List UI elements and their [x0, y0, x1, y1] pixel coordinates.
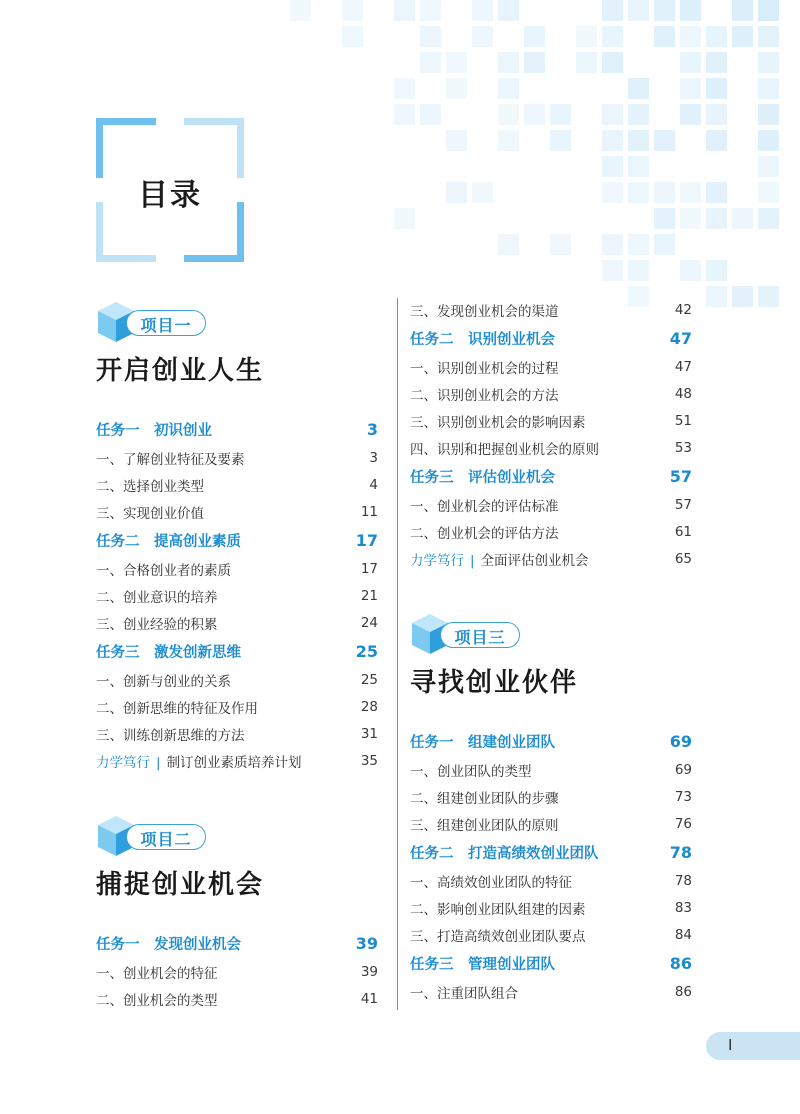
mosaic-square	[680, 0, 701, 21]
right-column	[410, 296, 692, 1005]
item-page: 51	[674, 412, 692, 429]
toc-task-row[interactable]	[410, 837, 692, 867]
toc-item-row[interactable]	[410, 978, 692, 1005]
mosaic-square	[446, 130, 467, 151]
mosaic-square	[628, 260, 649, 281]
task-label: 任务二 打造高绩效创业团队	[410, 845, 599, 862]
toc-task-row[interactable]	[96, 636, 378, 666]
mosaic-square	[472, 182, 493, 203]
left-column	[96, 300, 378, 1012]
practice-separator: |	[470, 552, 475, 569]
mosaic-square	[420, 0, 441, 21]
mosaic-square	[550, 234, 571, 255]
mosaic-square	[732, 26, 753, 47]
mosaic-square	[420, 26, 441, 47]
mosaic-square	[654, 130, 675, 151]
mosaic-square	[654, 26, 675, 47]
item-label: 一、创新与创业的关系	[96, 673, 231, 690]
toc-task-row[interactable]	[410, 726, 692, 756]
item-page: 73	[674, 788, 692, 805]
item-page: 25	[360, 671, 378, 688]
item-label: 三、打造高绩效创业团队要点	[410, 928, 586, 945]
item-label: 二、识别创业机会的方法	[410, 387, 559, 404]
project1-title: 开启创业人生	[96, 356, 265, 386]
task-page: 39	[355, 933, 378, 953]
item-page: 3	[369, 449, 378, 466]
mosaic-square	[732, 208, 753, 229]
mosaic-square	[628, 156, 649, 177]
item-label: 三、实现创业价值	[96, 505, 204, 522]
toc-item-row[interactable]	[96, 555, 378, 582]
item-label: 三、创业经验的积累	[96, 616, 218, 633]
toc-item-row[interactable]	[410, 756, 692, 783]
item-page: 86	[674, 983, 692, 1000]
item-label: 二、创业机会的类型	[96, 992, 218, 1009]
toc-item-row[interactable]	[410, 380, 692, 407]
mosaic-square	[602, 104, 623, 125]
mosaic-square	[758, 52, 779, 73]
mosaic-square	[498, 78, 519, 99]
mosaic-square	[680, 78, 701, 99]
mosaic-square	[446, 52, 467, 73]
project3-title: 寻找创业伙伴	[410, 668, 579, 698]
toc-item-row[interactable]	[96, 444, 378, 471]
mosaic-square	[732, 0, 753, 21]
mosaic-square	[394, 104, 415, 125]
mosaic-square	[654, 0, 675, 21]
item-page: 28	[360, 698, 378, 715]
item-label: 一、识别创业机会的过程	[410, 360, 559, 377]
mosaic-square	[758, 104, 779, 125]
toc-item-row[interactable]	[96, 720, 378, 747]
task-label: 任务一 初识创业	[96, 422, 212, 439]
task-label: 任务二 识别创业机会	[410, 331, 555, 348]
toc-item-row[interactable]	[410, 434, 692, 461]
mosaic-square	[342, 0, 363, 21]
task-label: 任务一 发现创业机会	[96, 936, 241, 953]
mosaic-square	[758, 78, 779, 99]
item-page: 53	[674, 439, 692, 456]
item-page: 69	[674, 761, 692, 778]
mosaic-square	[758, 156, 779, 177]
mosaic-square	[602, 26, 623, 47]
mosaic-square	[394, 0, 415, 21]
mosaic-square	[758, 0, 779, 21]
item-label: 二、选择创业类型	[96, 478, 204, 495]
toc-task-row[interactable]	[96, 525, 378, 555]
item-label: 一、了解创业特征及要素	[96, 451, 245, 468]
item-label: 一、创业机会的特征	[96, 965, 218, 982]
mosaic-square	[446, 182, 467, 203]
mosaic-square	[654, 234, 675, 255]
mosaic-square	[524, 52, 545, 73]
mosaic-square	[758, 26, 779, 47]
page-number: I	[728, 1036, 733, 1054]
mosaic-square	[680, 208, 701, 229]
mosaic-square	[576, 26, 597, 47]
mosaic-square	[758, 182, 779, 203]
item-page: 65	[674, 550, 692, 567]
task-label: 任务三 管理创业团队	[410, 956, 555, 973]
item-page: 78	[674, 872, 692, 889]
mosaic-square	[706, 52, 727, 73]
item-label: 三、组建创业团队的原则	[410, 817, 559, 834]
project2-title: 捕捉创业机会	[96, 870, 265, 900]
project2-pill	[126, 824, 206, 850]
mosaic-square	[550, 130, 571, 151]
mosaic-square	[706, 208, 727, 229]
mosaic-square	[706, 286, 727, 307]
item-page: 39	[360, 963, 378, 980]
mosaic-square	[290, 0, 311, 21]
project3-badge	[410, 612, 692, 656]
mosaic-square	[732, 286, 753, 307]
item-label: 三、识别创业机会的影响因素	[410, 414, 586, 431]
task-page: 3	[366, 419, 378, 439]
item-label: 二、创业机会的评估方法	[410, 525, 559, 542]
mosaic-square	[524, 104, 545, 125]
mosaic-square	[680, 260, 701, 281]
task-page: 47	[669, 328, 692, 348]
mosaic-square	[550, 104, 571, 125]
toc-task-row[interactable]	[96, 928, 378, 958]
toc-item-row[interactable]	[410, 894, 692, 921]
mosaic-square	[524, 26, 545, 47]
mosaic-square	[602, 0, 623, 21]
toc-item-row[interactable]	[96, 498, 378, 525]
mosaic-square	[602, 260, 623, 281]
task-page: 78	[669, 842, 692, 862]
mosaic-square	[628, 234, 649, 255]
mosaic-square	[680, 182, 701, 203]
mosaic-square	[602, 156, 623, 177]
mosaic-square	[576, 52, 597, 73]
toc-item-row[interactable]	[96, 985, 378, 1012]
mosaic-square	[758, 286, 779, 307]
mosaic-square	[628, 130, 649, 151]
item-label: 四、识别和把握创业机会的原则	[410, 441, 599, 458]
page-number-tab	[706, 1032, 800, 1060]
mosaic-square	[472, 26, 493, 47]
toc-heading-frame	[96, 118, 244, 262]
mosaic-square	[498, 234, 519, 255]
task-label: 任务三 激发创新思维	[96, 644, 241, 661]
toc-task-row[interactable]	[410, 461, 692, 491]
toc-task-row[interactable]	[410, 323, 692, 353]
mosaic-square	[472, 0, 493, 21]
mosaic-square	[706, 260, 727, 281]
mosaic-square	[706, 78, 727, 99]
toc-item-row[interactable]	[410, 407, 692, 434]
mosaic-square	[654, 182, 675, 203]
column-divider	[397, 298, 398, 1010]
item-page: 17	[360, 560, 378, 577]
mosaic-square	[498, 130, 519, 151]
project2-badge	[96, 814, 378, 858]
item-label: 三、发现创业机会的渠道	[410, 303, 559, 320]
toc-item-row[interactable]	[96, 582, 378, 609]
item-label: 二、影响创业团队组建的因素	[410, 901, 586, 918]
practice-separator: |	[156, 754, 161, 771]
mosaic-square	[498, 0, 519, 21]
mosaic-square	[394, 208, 415, 229]
mosaic-square	[758, 130, 779, 151]
practice-tag: 力学笃行	[96, 754, 150, 771]
project1-pill	[126, 310, 206, 336]
mosaic-square	[602, 234, 623, 255]
project2-badge-label: 项目二	[140, 830, 192, 849]
toc-item-row[interactable]	[96, 666, 378, 693]
item-page: 31	[360, 725, 378, 742]
item-page: 84	[674, 926, 692, 943]
item-page: 41	[360, 990, 378, 1007]
mosaic-square	[680, 104, 701, 125]
mosaic-square	[498, 104, 519, 125]
item-page: 47	[674, 358, 692, 375]
item-page: 57	[674, 496, 692, 513]
task-page: 25	[355, 641, 378, 661]
item-label: 一、高绩效创业团队的特征	[410, 874, 572, 891]
mosaic-square	[628, 0, 649, 21]
task-page: 69	[669, 731, 692, 751]
project3-badge-label: 项目三	[454, 628, 506, 647]
toc-item-row[interactable]	[410, 867, 692, 894]
item-label: 二、组建创业团队的步骤	[410, 790, 559, 807]
mosaic-square	[706, 182, 727, 203]
item-page: 24	[360, 614, 378, 631]
item-label: 一、合格创业者的素质	[96, 562, 231, 579]
mosaic-square	[498, 52, 519, 73]
project1-badge	[96, 300, 378, 344]
toc-item-row[interactable]	[410, 921, 692, 948]
practice-label: 制订创业素质培养计划	[166, 754, 302, 771]
mosaic-square	[680, 52, 701, 73]
item-label: 一、注重团队组合	[410, 985, 518, 1002]
item-page: 4	[369, 476, 378, 493]
practice-row[interactable]	[96, 747, 378, 774]
mosaic-square	[628, 78, 649, 99]
mosaic-square	[654, 208, 675, 229]
item-label: 一、创业团队的类型	[410, 763, 532, 780]
item-page: 42	[674, 301, 692, 318]
mosaic-square	[602, 130, 623, 151]
practice-row[interactable]	[410, 545, 692, 572]
mosaic-square	[706, 26, 727, 47]
item-label: 二、创新思维的特征及作用	[96, 700, 258, 717]
mosaic-square	[446, 78, 467, 99]
toc-item-row[interactable]	[410, 296, 692, 323]
item-page: 61	[674, 523, 692, 540]
mosaic-square	[602, 182, 623, 203]
toc-task-row[interactable]	[96, 414, 378, 444]
mosaic-square	[628, 104, 649, 125]
mosaic-square	[602, 52, 623, 73]
task-label: 任务三 评估创业机会	[410, 469, 555, 486]
mosaic-square	[394, 78, 415, 99]
task-page: 86	[669, 953, 692, 973]
mosaic-square	[342, 26, 363, 47]
mosaic-square	[706, 130, 727, 151]
practice-label: 全面评估创业机会	[480, 552, 589, 569]
item-page: 83	[674, 899, 692, 916]
project1-badge-label: 项目一	[140, 316, 192, 335]
toc-item-row[interactable]	[410, 353, 692, 380]
mosaic-square	[680, 26, 701, 47]
toc-item-row[interactable]	[410, 491, 692, 518]
mosaic-square	[420, 104, 441, 125]
toc-item-row[interactable]	[410, 518, 692, 545]
item-page: 21	[360, 587, 378, 604]
task-label: 任务一 组建创业团队	[410, 734, 555, 751]
project3-pill	[440, 622, 520, 648]
toc-item-row[interactable]	[96, 958, 378, 985]
item-label: 一、创业机会的评估标准	[410, 498, 559, 515]
task-page: 57	[669, 466, 692, 486]
mosaic-square	[420, 52, 441, 73]
toc-item-row[interactable]	[410, 810, 692, 837]
item-page: 48	[674, 385, 692, 402]
mosaic-square	[706, 104, 727, 125]
item-label: 二、创业意识的培养	[96, 589, 218, 606]
task-page: 17	[355, 530, 378, 550]
practice-tag: 力学笃行	[410, 552, 464, 569]
item-page: 76	[674, 815, 692, 832]
item-label: 三、训练创新思维的方法	[96, 727, 245, 744]
task-label: 任务二 提高创业素质	[96, 533, 241, 550]
toc-task-row[interactable]	[410, 948, 692, 978]
item-page: 11	[360, 503, 378, 520]
toc-item-row[interactable]	[96, 471, 378, 498]
toc-item-row[interactable]	[96, 609, 378, 636]
toc-item-row[interactable]	[96, 693, 378, 720]
mosaic-square	[758, 208, 779, 229]
toc-title: 目录	[138, 178, 202, 213]
item-page: 35	[360, 752, 378, 769]
toc-item-row[interactable]	[410, 783, 692, 810]
mosaic-square	[628, 182, 649, 203]
